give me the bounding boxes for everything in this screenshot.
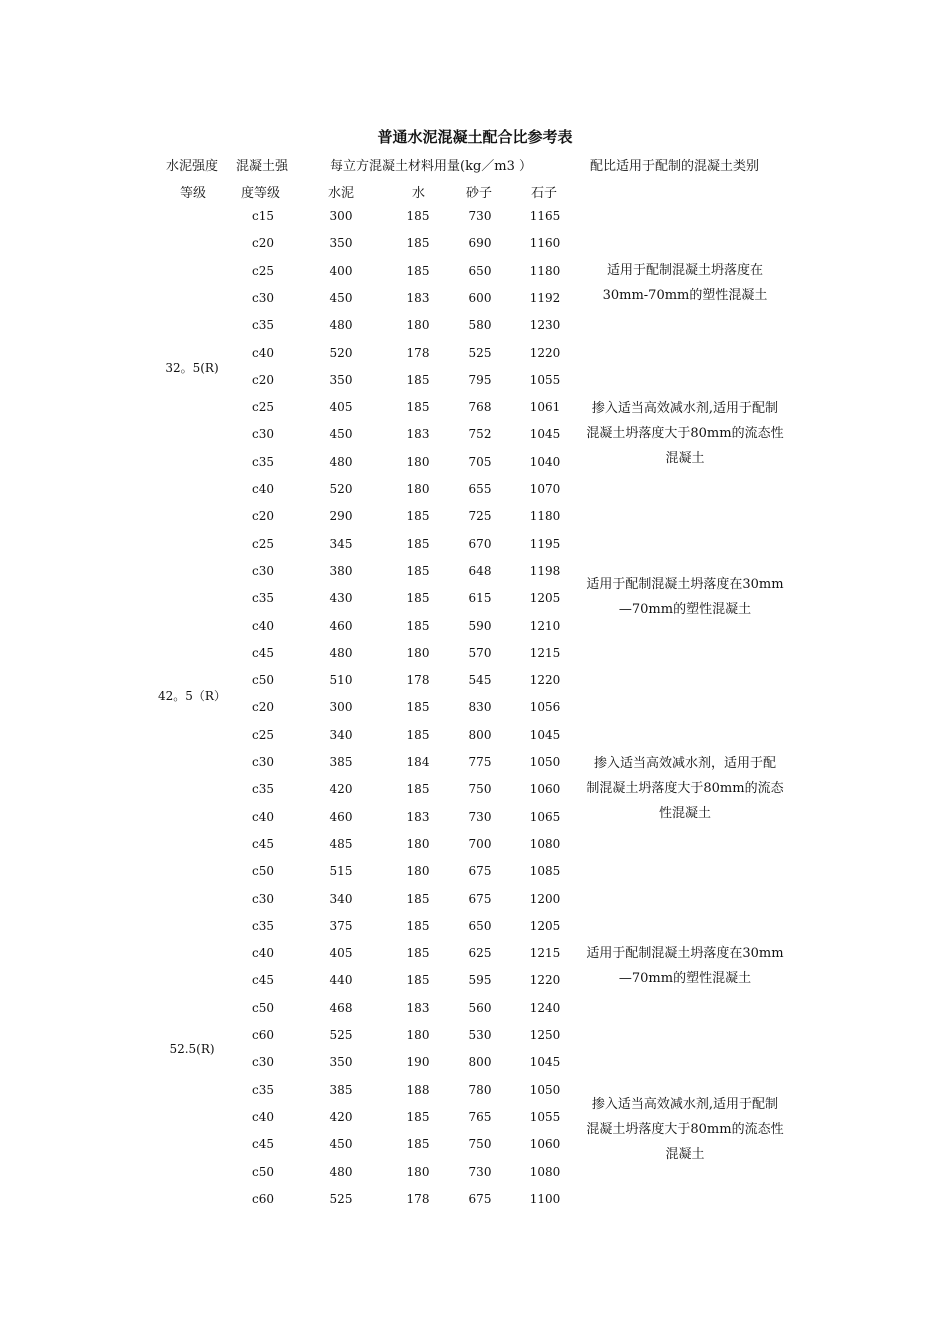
cell-stone: 1045 <box>529 427 561 442</box>
cell-stone: 1200 <box>529 891 561 906</box>
cell-sand: 675 <box>468 1191 492 1206</box>
category-note-line: —70mm的塑性混凝土 <box>618 970 752 986</box>
cell-sand: 545 <box>468 673 492 688</box>
cell-water: 180 <box>406 482 430 496</box>
header-water: 水 <box>412 186 426 201</box>
cell-cement: 520 <box>329 345 353 360</box>
cell-cement: 515 <box>329 864 353 879</box>
cell-sand: 675 <box>468 864 492 879</box>
cell-cement: 385 <box>329 755 353 769</box>
cell-water: 185 <box>406 891 430 906</box>
cell-concrete-grade: c50 <box>252 1000 274 1015</box>
cell-water: 185 <box>406 727 430 742</box>
cell-water: 178 <box>406 345 430 360</box>
cell-concrete-grade: c20 <box>252 509 274 524</box>
cell-sand: 765 <box>468 1109 492 1124</box>
cell-sand: 775 <box>468 755 492 769</box>
cell-cement: 450 <box>329 1137 353 1152</box>
cell-stone: 1045 <box>529 727 561 742</box>
header-concrete-grade-2: 度等级 <box>241 186 281 201</box>
cell-cement: 420 <box>329 782 353 797</box>
cell-stone: 1061 <box>529 400 561 415</box>
header-cement-grade: 水泥强度 <box>166 159 219 174</box>
cell-stone: 1165 <box>529 209 561 223</box>
cell-water: 185 <box>406 509 430 524</box>
category-note-line: 30mm-70mm的塑性混凝土 <box>602 288 768 304</box>
cell-sand: 655 <box>468 482 492 496</box>
cell-concrete-grade: c45 <box>252 645 274 660</box>
cell-cement: 350 <box>329 372 353 387</box>
cell-water: 180 <box>406 454 430 469</box>
cell-water: 185 <box>406 1109 430 1124</box>
cell-concrete-grade: c30 <box>252 290 274 305</box>
cell-water: 184 <box>406 755 430 769</box>
category-note-line: 制混凝土坍落度大于80mm的流态 <box>586 780 784 796</box>
cell-sand: 560 <box>468 1000 492 1015</box>
cell-cement: 525 <box>329 1028 353 1042</box>
cell-sand: 670 <box>468 536 492 551</box>
cell-sand: 690 <box>468 236 492 251</box>
cell-water: 180 <box>406 836 430 851</box>
cell-sand: 615 <box>468 591 492 606</box>
cell-stone: 1192 <box>529 290 561 305</box>
cell-sand: 750 <box>468 782 492 797</box>
cell-stone: 1220 <box>529 973 561 988</box>
category-note <box>574 1092 796 1167</box>
cell-stone: 1160 <box>529 236 561 251</box>
category-note-line: —70mm的塑性混凝土 <box>618 602 752 618</box>
category-note-line: 适用于配制混凝土坍落度在30mm <box>586 577 784 593</box>
header-concrete-grade: 混凝土强 <box>236 159 289 174</box>
cell-stone: 1070 <box>529 482 561 496</box>
category-note-line: 适用于配制混凝土坍落度在30mm <box>586 945 784 961</box>
cell-sand: 590 <box>468 618 492 633</box>
cell-stone: 1055 <box>529 372 561 387</box>
cell-concrete-grade: c50 <box>252 673 274 688</box>
category-note <box>574 941 796 991</box>
cell-cement: 400 <box>329 263 353 278</box>
cell-concrete-grade: c20 <box>252 700 274 715</box>
category-note <box>574 572 796 622</box>
cell-concrete-grade: c35 <box>252 1082 274 1097</box>
cell-water: 185 <box>406 236 430 251</box>
cell-cement: 525 <box>329 1191 353 1206</box>
header-category: 配比适用于配制的混凝土类别 <box>590 159 760 174</box>
cell-stone: 1240 <box>529 1000 561 1015</box>
cell-cement: 468 <box>329 1000 353 1015</box>
cell-cement: 520 <box>329 482 353 496</box>
cell-sand: 795 <box>468 372 492 387</box>
cell-water: 185 <box>406 591 430 606</box>
cell-sand: 595 <box>468 973 492 988</box>
cell-water: 185 <box>406 563 430 578</box>
cell-concrete-grade: c20 <box>252 236 274 251</box>
cell-water: 180 <box>406 864 430 879</box>
cell-water: 183 <box>406 1000 430 1015</box>
cell-concrete-grade: c30 <box>252 563 274 578</box>
category-note <box>574 396 796 471</box>
cell-stone: 1065 <box>529 809 561 824</box>
cell-water: 185 <box>406 700 430 715</box>
cell-cement: 350 <box>329 1055 353 1070</box>
cell-concrete-grade: c45 <box>252 836 274 851</box>
category-note-line: 掺入适当高效减水剂，适用于配 <box>593 755 776 771</box>
cell-concrete-grade: c40 <box>252 1109 274 1124</box>
cell-sand: 650 <box>468 263 492 278</box>
cell-stone: 1040 <box>529 454 561 469</box>
cell-concrete-grade: c60 <box>252 1191 274 1206</box>
cell-water: 180 <box>406 1028 430 1042</box>
category-note-line: 混凝土 <box>665 450 705 466</box>
header-sand: 砂子 <box>466 186 493 201</box>
cell-sand: 730 <box>468 809 492 824</box>
cell-cement: 405 <box>329 946 353 961</box>
cell-water: 180 <box>406 318 430 333</box>
cell-stone: 1056 <box>529 700 561 715</box>
cell-water: 185 <box>406 618 430 633</box>
cell-cement: 460 <box>329 618 353 633</box>
cell-concrete-grade: c35 <box>252 918 274 933</box>
cell-cement: 480 <box>329 1164 353 1179</box>
cell-concrete-grade: c25 <box>252 400 274 415</box>
cell-sand: 725 <box>468 509 492 524</box>
header-materials: 每立方混凝土材料用量(kg／m3 ） <box>330 159 533 174</box>
cell-sand: 768 <box>468 400 492 415</box>
cell-stone: 1205 <box>529 918 561 933</box>
cell-concrete-grade: c30 <box>252 1055 274 1070</box>
cell-cement: 405 <box>329 400 353 415</box>
cell-sand: 675 <box>468 891 492 906</box>
cell-water: 183 <box>406 290 430 305</box>
cell-water: 188 <box>406 1082 430 1097</box>
cell-water: 178 <box>406 673 430 688</box>
cell-stone: 1220 <box>529 673 561 688</box>
cell-sand: 530 <box>468 1028 492 1042</box>
cell-sand: 730 <box>468 209 492 223</box>
cell-cement: 340 <box>329 891 353 906</box>
category-note-line: 混凝土 <box>665 1147 705 1163</box>
cell-cement: 290 <box>329 509 353 524</box>
cell-sand: 625 <box>468 946 492 961</box>
cell-stone: 1215 <box>529 946 561 961</box>
cement-grade-label: 32。5(R) <box>165 361 219 376</box>
cell-water: 178 <box>406 1191 430 1206</box>
cell-concrete-grade: c20 <box>252 372 274 387</box>
cell-cement: 375 <box>329 918 353 933</box>
cell-stone: 1060 <box>529 1137 561 1152</box>
cell-sand: 525 <box>468 345 492 360</box>
cell-stone: 1080 <box>529 1164 561 1179</box>
cell-cement: 420 <box>329 1109 353 1124</box>
header-stone: 石子 <box>531 186 558 201</box>
cement-grade-label: 52.5(R) <box>169 1041 215 1056</box>
cell-cement: 480 <box>329 454 353 469</box>
cell-cement: 300 <box>329 209 353 223</box>
cell-stone: 1100 <box>529 1191 561 1206</box>
cell-concrete-grade: c25 <box>252 727 274 742</box>
cell-stone: 1060 <box>529 782 561 797</box>
cell-stone: 1205 <box>529 591 561 606</box>
cell-sand: 650 <box>468 918 492 933</box>
category-note <box>574 751 796 826</box>
cell-water: 185 <box>406 372 430 387</box>
cell-sand: 705 <box>468 454 492 469</box>
cell-concrete-grade: c25 <box>252 536 274 551</box>
cell-stone: 1198 <box>529 563 561 578</box>
cell-cement: 450 <box>329 290 353 305</box>
cell-water: 185 <box>406 918 430 933</box>
cell-stone: 1180 <box>529 263 561 278</box>
cell-water: 183 <box>406 427 430 442</box>
cell-sand: 730 <box>468 1164 492 1179</box>
cell-stone: 1250 <box>529 1028 561 1042</box>
cell-water: 185 <box>406 782 430 797</box>
cement-grade-label: 42。5（R） <box>158 688 226 703</box>
header-cement-grade-2: 等级 <box>180 186 207 201</box>
cell-water: 185 <box>406 263 430 278</box>
cell-water: 185 <box>406 536 430 551</box>
cell-cement: 510 <box>329 673 353 688</box>
cell-stone: 1195 <box>529 536 561 551</box>
cell-stone: 1230 <box>529 318 561 333</box>
category-note-line: 掺入适当高效减水剂,适用于配制 <box>591 1097 779 1113</box>
cell-concrete-grade: c15 <box>252 209 274 223</box>
category-note-line: 性混凝土 <box>658 805 711 821</box>
cell-water: 183 <box>406 809 430 824</box>
cell-concrete-grade: c25 <box>252 263 274 278</box>
cell-sand: 648 <box>468 563 492 578</box>
category-note <box>574 258 796 308</box>
cell-water: 185 <box>406 400 430 415</box>
cell-concrete-grade: c35 <box>252 591 274 606</box>
cell-water: 185 <box>406 973 430 988</box>
cell-concrete-grade: c30 <box>252 427 274 442</box>
cell-cement: 460 <box>329 809 353 824</box>
cell-cement: 450 <box>329 427 353 442</box>
cell-sand: 800 <box>468 1055 492 1070</box>
cell-stone: 1050 <box>529 1082 561 1097</box>
cell-concrete-grade: c40 <box>252 809 274 824</box>
cell-water: 180 <box>406 1164 430 1179</box>
cell-stone: 1055 <box>529 1109 561 1124</box>
cell-stone: 1085 <box>529 864 561 879</box>
cell-cement: 300 <box>329 700 353 715</box>
cell-concrete-grade: c30 <box>252 755 274 769</box>
cell-sand: 580 <box>468 318 492 333</box>
cell-cement: 380 <box>329 563 353 578</box>
category-note-line: 适用于配制混凝土坍落度在 <box>606 263 763 279</box>
cell-concrete-grade: c35 <box>252 454 274 469</box>
category-note-line: 混凝土坍落度大于80mm的流态性 <box>586 1122 784 1138</box>
cell-sand: 830 <box>468 700 492 715</box>
cell-concrete-grade: c60 <box>252 1028 274 1042</box>
category-note-line: 掺入适当高效减水剂,适用于配制 <box>591 400 779 416</box>
cell-cement: 480 <box>329 318 353 333</box>
cell-concrete-grade: c40 <box>252 345 274 360</box>
cell-water: 185 <box>406 1137 430 1152</box>
cell-sand: 700 <box>468 836 492 851</box>
cell-sand: 752 <box>468 427 492 442</box>
cell-stone: 1180 <box>529 509 561 524</box>
cell-stone: 1050 <box>529 755 561 769</box>
cell-cement: 485 <box>329 836 353 851</box>
cell-cement: 385 <box>329 1082 353 1097</box>
cell-cement: 340 <box>329 727 353 742</box>
cell-concrete-grade: c35 <box>252 318 274 333</box>
cell-concrete-grade: c50 <box>252 864 274 879</box>
cell-sand: 570 <box>468 645 492 660</box>
page-title: 普通水泥混凝土配合比参考表 <box>377 128 573 146</box>
cell-concrete-grade: c35 <box>252 782 274 797</box>
cell-cement: 345 <box>329 536 353 551</box>
cell-sand: 780 <box>468 1082 492 1097</box>
cell-water: 180 <box>406 645 430 660</box>
cell-concrete-grade: c40 <box>252 482 274 496</box>
cell-concrete-grade: c30 <box>252 891 274 906</box>
header-cement: 水泥 <box>328 186 355 201</box>
cell-stone: 1045 <box>529 1055 561 1070</box>
cell-cement: 440 <box>329 973 353 988</box>
cell-concrete-grade: c50 <box>252 1164 274 1179</box>
cell-stone: 1080 <box>529 836 561 851</box>
cell-concrete-grade: c45 <box>252 973 274 988</box>
category-note-line: 混凝土坍落度大于80mm的流态性 <box>586 425 784 441</box>
cell-concrete-grade: c40 <box>252 946 274 961</box>
cell-water: 190 <box>406 1055 430 1070</box>
cell-water: 185 <box>406 946 430 961</box>
cell-cement: 350 <box>329 236 353 251</box>
cell-concrete-grade: c40 <box>252 618 274 633</box>
cell-concrete-grade: c45 <box>252 1137 274 1152</box>
cell-water: 185 <box>406 209 430 223</box>
cell-stone: 1215 <box>529 645 561 660</box>
cell-sand: 600 <box>468 290 492 305</box>
cell-cement: 430 <box>329 591 353 606</box>
cell-sand: 800 <box>468 727 492 742</box>
cell-stone: 1220 <box>529 345 561 360</box>
cell-stone: 1210 <box>529 618 561 633</box>
cell-sand: 750 <box>468 1137 492 1152</box>
cell-cement: 480 <box>329 645 353 660</box>
